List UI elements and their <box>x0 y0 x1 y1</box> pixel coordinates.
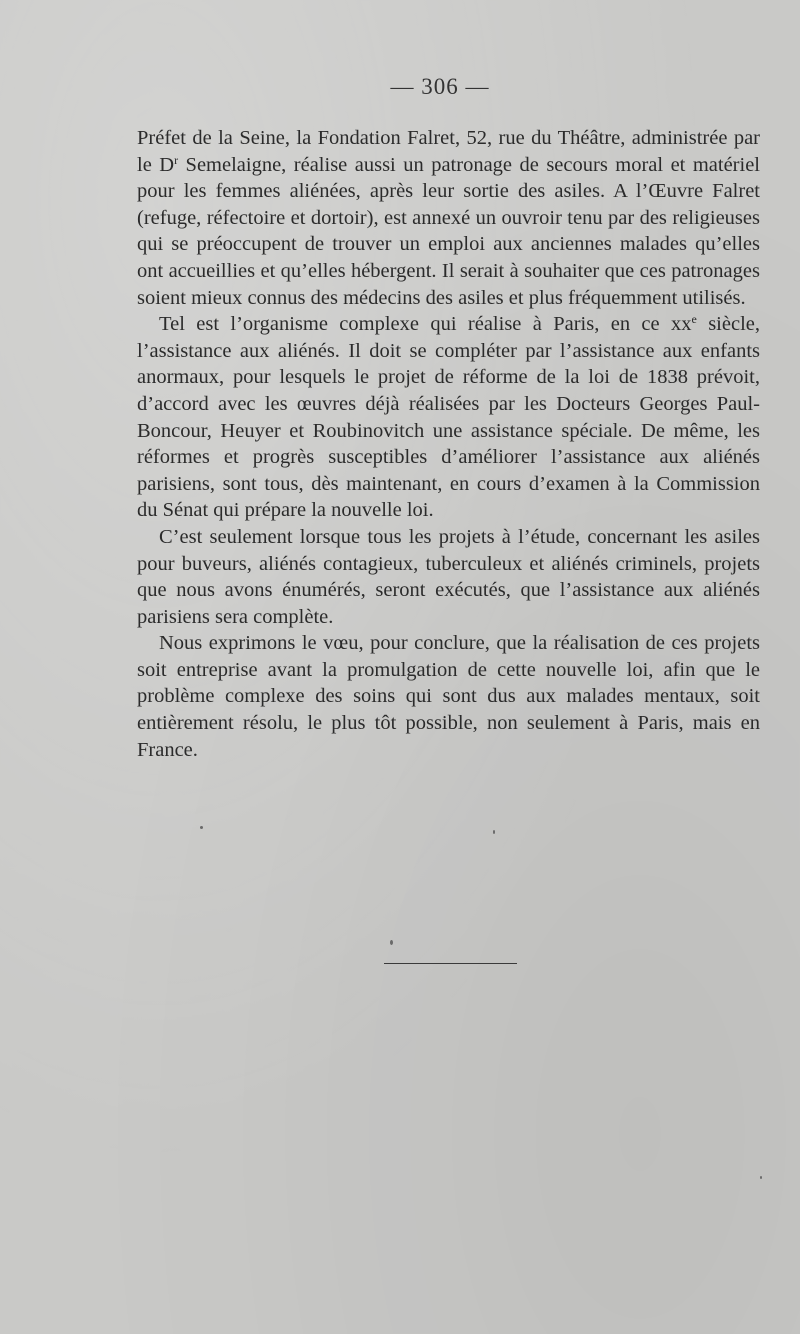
body-text <box>137 125 760 763</box>
paper-speck <box>390 940 393 945</box>
paragraph-2 <box>137 311 760 524</box>
paragraph-2-text-b: siècle, l’assistance aux aliénés. Il doit se compléter par l’assistance aux enfants anormaux, pour lesquels le projet de réforme de la loi de 1838 prévoit, d’accord avec les œuvres déjà réalisées par les Docteurs Georges Paul-Boncour, Heuyer et Roubinovitch une assistance spéciale. De même, les réformes et progrès susceptibles d’améliorer l’assistance aux aliénés parisiens, sont tous, dès maintenant, en cours d’examen à la Commission du Sénat qui prépare la nouvelle loi. <box>137 313 760 522</box>
superscript-e: e <box>691 312 697 327</box>
paragraph-2-text-a: Tel est l’organisme complexe qui réalise à Paris, en ce xx <box>159 313 692 336</box>
page-number: — 306 — <box>390 74 490 99</box>
paragraph-1-text-b: Semelaigne, réalise aussi un patronage de secours moral et matériel pour les femmes aliénées, après leur sortie des asiles. A l’Œuvre Falret (refuge, réfectoire et dortoir), est annexé un ouvroir tenu par des religieuses qui se préoccupent de trouver un emploi aux anciennes malades qu’elles ont accueillies et qu’elles hébergent. Il serait à souhaiter que ces patronages soient mieux connus des médecins des asiles et plus fréquemment utilisés. <box>137 153 760 309</box>
paragraph-1-text-a: Préfet de la Seine, la Fondation Falret, 52, rue du Théâtre, administrée par le D <box>137 127 760 176</box>
paper-speck <box>200 826 203 829</box>
paragraph-1 <box>137 125 760 311</box>
paper-speck <box>760 1176 762 1179</box>
paper-speck <box>493 830 495 834</box>
superscript-r: r <box>174 152 179 167</box>
paragraph-4: Nous exprimons le vœu, pour conclure, que la réalisation de ces projets soit entreprise avant la promulgation de cette nouvelle loi, afin que le problème complexe des soins qui sont dus aux malades mentaux, soit entièrement résolu, le plus tôt possible, non seulement à Paris, mais en France. <box>137 632 760 761</box>
paragraph-3: C’est seulement lorsque tous les projets à l’étude, concernant les asiles pour buveurs, aliénés contagieux, tuberculeux et aliénés criminels, projets que nous avons énumérés, seront exécutés, que l’assistance aux aliénés parisiens sera complète. <box>137 525 760 628</box>
end-divider-rule <box>384 963 517 964</box>
